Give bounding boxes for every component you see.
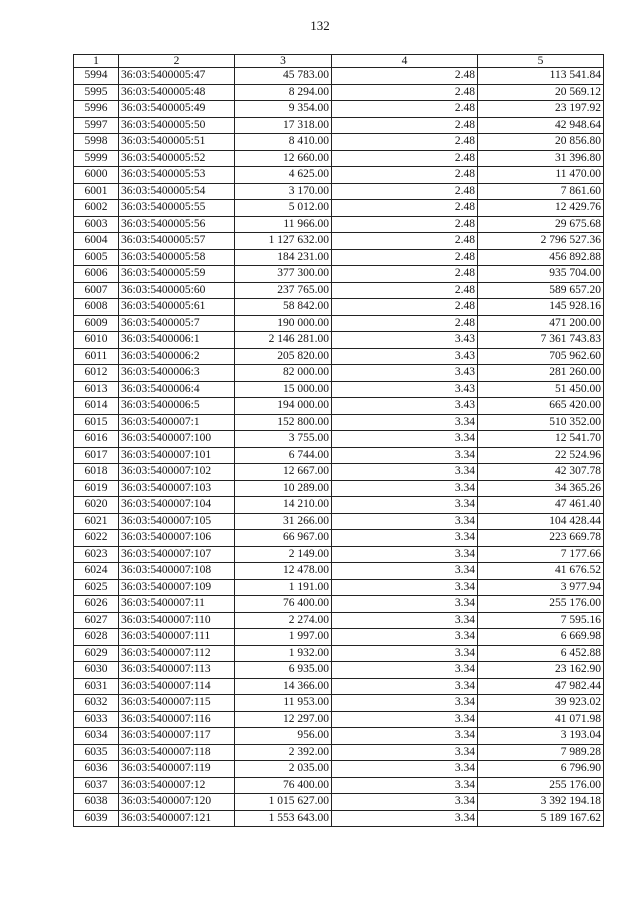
table-row	[74, 134, 604, 151]
coefficient-cell: 2.48	[332, 183, 478, 200]
cadastral-number-cell: 36:03:5400007:121	[119, 810, 235, 827]
value-cell: 377 300.00	[235, 266, 332, 283]
table-row	[74, 348, 604, 365]
data-table	[73, 54, 604, 827]
total-cell: 3 193.04	[478, 728, 604, 745]
value-cell: 12 660.00	[235, 150, 332, 167]
total-cell: 42 307.78	[478, 464, 604, 481]
value-cell: 14 210.00	[235, 497, 332, 514]
value-cell: 82 000.00	[235, 365, 332, 382]
total-cell: 935 704.00	[478, 266, 604, 283]
cadastral-number-cell: 36:03:5400007:100	[119, 431, 235, 448]
row-number-cell: 6005	[74, 249, 119, 266]
row-number-cell: 6036	[74, 761, 119, 778]
table-row	[74, 216, 604, 233]
row-number-cell: 6006	[74, 266, 119, 283]
value-cell: 956.00	[235, 728, 332, 745]
table-row	[74, 662, 604, 679]
cadastral-number-cell: 36:03:5400005:55	[119, 200, 235, 217]
cadastral-number-cell: 36:03:5400005:60	[119, 282, 235, 299]
table-row	[74, 365, 604, 382]
table-row	[74, 332, 604, 349]
row-number-cell: 5999	[74, 150, 119, 167]
table-row	[74, 266, 604, 283]
cadastral-number-cell: 36:03:5400005:59	[119, 266, 235, 283]
row-number-cell: 6012	[74, 365, 119, 382]
cadastral-number-cell: 36:03:5400005:51	[119, 134, 235, 151]
coefficient-cell: 3.34	[332, 530, 478, 547]
total-cell: 5 189 167.62	[478, 810, 604, 827]
value-cell: 66 967.00	[235, 530, 332, 547]
table-row	[74, 381, 604, 398]
value-cell: 1 191.00	[235, 579, 332, 596]
row-number-cell: 6007	[74, 282, 119, 299]
total-cell: 3 392 194.18	[478, 794, 604, 811]
row-number-cell: 6028	[74, 629, 119, 646]
total-cell: 2 796 527.36	[478, 233, 604, 250]
coefficient-cell: 3.34	[332, 431, 478, 448]
value-cell: 1 015 627.00	[235, 794, 332, 811]
total-cell: 12 429.76	[478, 200, 604, 217]
total-cell: 145 928.16	[478, 299, 604, 316]
row-number-cell: 6035	[74, 744, 119, 761]
cadastral-number-cell: 36:03:5400006:3	[119, 365, 235, 382]
header-row	[74, 55, 604, 68]
cadastral-number-cell: 36:03:5400007:119	[119, 761, 235, 778]
row-number-cell: 6021	[74, 513, 119, 530]
cadastral-number-cell: 36:03:5400007:117	[119, 728, 235, 745]
coefficient-cell: 2.48	[332, 299, 478, 316]
cadastral-number-cell: 36:03:5400005:56	[119, 216, 235, 233]
coefficient-cell: 3.34	[332, 596, 478, 613]
total-cell: 39 923.02	[478, 695, 604, 712]
column-header: 5	[478, 55, 604, 68]
row-number-cell: 6015	[74, 414, 119, 431]
value-cell: 190 000.00	[235, 315, 332, 332]
value-cell: 58 842.00	[235, 299, 332, 316]
coefficient-cell: 3.34	[332, 497, 478, 514]
table-row	[74, 398, 604, 415]
table-row	[74, 464, 604, 481]
table-row	[74, 167, 604, 184]
row-number-cell: 6013	[74, 381, 119, 398]
table-row	[74, 480, 604, 497]
row-number-cell: 6025	[74, 579, 119, 596]
total-cell: 705 962.60	[478, 348, 604, 365]
total-cell: 456 892.88	[478, 249, 604, 266]
coefficient-cell: 3.34	[332, 794, 478, 811]
value-cell: 14 366.00	[235, 678, 332, 695]
table-row	[74, 249, 604, 266]
table-body	[74, 68, 604, 827]
row-number-cell: 5996	[74, 101, 119, 118]
row-number-cell: 6009	[74, 315, 119, 332]
row-number-cell: 5997	[74, 117, 119, 134]
value-cell: 31 266.00	[235, 513, 332, 530]
cadastral-number-cell: 36:03:5400007:12	[119, 777, 235, 794]
coefficient-cell: 3.34	[332, 695, 478, 712]
coefficient-cell: 3.34	[332, 414, 478, 431]
total-cell: 47 461.40	[478, 497, 604, 514]
table-row	[74, 761, 604, 778]
cadastral-number-cell: 36:03:5400006:4	[119, 381, 235, 398]
table-row	[74, 101, 604, 118]
row-number-cell: 6038	[74, 794, 119, 811]
table-row	[74, 497, 604, 514]
coefficient-cell: 3.34	[332, 464, 478, 481]
row-number-cell: 6034	[74, 728, 119, 745]
cadastral-number-cell: 36:03:5400006:2	[119, 348, 235, 365]
table-row	[74, 546, 604, 563]
cadastral-number-cell: 36:03:5400007:116	[119, 711, 235, 728]
row-number-cell: 6030	[74, 662, 119, 679]
coefficient-cell: 2.48	[332, 200, 478, 217]
table-row	[74, 530, 604, 547]
cadastral-number-cell: 36:03:5400005:50	[119, 117, 235, 134]
total-cell: 20 569.12	[478, 84, 604, 101]
table-row	[74, 744, 604, 761]
total-cell: 12 541.70	[478, 431, 604, 448]
coefficient-cell: 2.48	[332, 216, 478, 233]
total-cell: 23 197.92	[478, 101, 604, 118]
coefficient-cell: 2.48	[332, 68, 478, 85]
value-cell: 2 035.00	[235, 761, 332, 778]
cadastral-number-cell: 36:03:5400005:58	[119, 249, 235, 266]
cadastral-number-cell: 36:03:5400007:118	[119, 744, 235, 761]
cadastral-number-cell: 36:03:5400007:107	[119, 546, 235, 563]
row-number-cell: 6004	[74, 233, 119, 250]
value-cell: 12 667.00	[235, 464, 332, 481]
cadastral-number-cell: 36:03:5400005:7	[119, 315, 235, 332]
value-cell: 194 000.00	[235, 398, 332, 415]
row-number-cell: 6002	[74, 200, 119, 217]
cadastral-number-cell: 36:03:5400007:109	[119, 579, 235, 596]
cadastral-number-cell: 36:03:5400005:61	[119, 299, 235, 316]
total-cell: 34 365.26	[478, 480, 604, 497]
cadastral-number-cell: 36:03:5400007:106	[119, 530, 235, 547]
value-cell: 6 935.00	[235, 662, 332, 679]
value-cell: 76 400.00	[235, 596, 332, 613]
row-number-cell: 5995	[74, 84, 119, 101]
row-number-cell: 6020	[74, 497, 119, 514]
total-cell: 223 669.78	[478, 530, 604, 547]
table-row	[74, 150, 604, 167]
cadastral-number-cell: 36:03:5400005:48	[119, 84, 235, 101]
value-cell: 8 294.00	[235, 84, 332, 101]
cadastral-number-cell: 36:03:5400007:11	[119, 596, 235, 613]
coefficient-cell: 3.34	[332, 480, 478, 497]
row-number-cell: 6016	[74, 431, 119, 448]
coefficient-cell: 2.48	[332, 84, 478, 101]
cadastral-number-cell: 36:03:5400005:49	[119, 101, 235, 118]
table-row	[74, 810, 604, 827]
cadastral-number-cell: 36:03:5400007:111	[119, 629, 235, 646]
cadastral-number-cell: 36:03:5400007:112	[119, 645, 235, 662]
column-header: 4	[332, 55, 478, 68]
coefficient-cell: 2.48	[332, 134, 478, 151]
total-cell: 20 856.80	[478, 134, 604, 151]
row-number-cell: 6029	[74, 645, 119, 662]
total-cell: 7 361 743.83	[478, 332, 604, 349]
row-number-cell: 6014	[74, 398, 119, 415]
coefficient-cell: 3.43	[332, 398, 478, 415]
coefficient-cell: 3.43	[332, 348, 478, 365]
cadastral-number-cell: 36:03:5400005:47	[119, 68, 235, 85]
total-cell: 6 796.90	[478, 761, 604, 778]
cadastral-number-cell: 36:03:5400007:120	[119, 794, 235, 811]
cadastral-number-cell: 36:03:5400007:104	[119, 497, 235, 514]
table-row	[74, 728, 604, 745]
cadastral-number-cell: 36:03:5400006:1	[119, 332, 235, 349]
value-cell: 1 553 643.00	[235, 810, 332, 827]
total-cell: 113 541.84	[478, 68, 604, 85]
coefficient-cell: 3.34	[332, 761, 478, 778]
table-row	[74, 579, 604, 596]
value-cell: 6 744.00	[235, 447, 332, 464]
total-cell: 41 071.98	[478, 711, 604, 728]
total-cell: 255 176.00	[478, 596, 604, 613]
value-cell: 17 318.00	[235, 117, 332, 134]
total-cell: 471 200.00	[478, 315, 604, 332]
table-row	[74, 282, 604, 299]
value-cell: 184 231.00	[235, 249, 332, 266]
row-number-cell: 6010	[74, 332, 119, 349]
total-cell: 31 396.80	[478, 150, 604, 167]
total-cell: 510 352.00	[478, 414, 604, 431]
value-cell: 15 000.00	[235, 381, 332, 398]
table-row	[74, 645, 604, 662]
table-row	[74, 414, 604, 431]
row-number-cell: 6001	[74, 183, 119, 200]
cadastral-number-cell: 36:03:5400007:110	[119, 612, 235, 629]
value-cell: 5 012.00	[235, 200, 332, 217]
total-cell: 6 669.98	[478, 629, 604, 646]
total-cell: 665 420.00	[478, 398, 604, 415]
coefficient-cell: 3.34	[332, 645, 478, 662]
value-cell: 1 997.00	[235, 629, 332, 646]
cadastral-number-cell: 36:03:5400007:105	[119, 513, 235, 530]
total-cell: 6 452.88	[478, 645, 604, 662]
value-cell: 9 354.00	[235, 101, 332, 118]
value-cell: 152 800.00	[235, 414, 332, 431]
table-row	[74, 596, 604, 613]
row-number-cell: 6027	[74, 612, 119, 629]
table-row	[74, 695, 604, 712]
total-cell: 7 177.66	[478, 546, 604, 563]
value-cell: 11 966.00	[235, 216, 332, 233]
value-cell: 2 149.00	[235, 546, 332, 563]
row-number-cell: 6003	[74, 216, 119, 233]
column-header: 1	[74, 55, 119, 68]
value-cell: 45 783.00	[235, 68, 332, 85]
table-row	[74, 711, 604, 728]
table-row	[74, 447, 604, 464]
coefficient-cell: 2.48	[332, 167, 478, 184]
value-cell: 205 820.00	[235, 348, 332, 365]
row-number-cell: 6017	[74, 447, 119, 464]
value-cell: 12 297.00	[235, 711, 332, 728]
table-row	[74, 84, 604, 101]
total-cell: 41 676.52	[478, 563, 604, 580]
value-cell: 3 170.00	[235, 183, 332, 200]
cadastral-number-cell: 36:03:5400006:5	[119, 398, 235, 415]
row-number-cell: 6024	[74, 563, 119, 580]
total-cell: 22 524.96	[478, 447, 604, 464]
coefficient-cell: 2.48	[332, 315, 478, 332]
table-row	[74, 794, 604, 811]
total-cell: 23 162.90	[478, 662, 604, 679]
table-row	[74, 68, 604, 85]
total-cell: 7 861.60	[478, 183, 604, 200]
total-cell: 589 657.20	[478, 282, 604, 299]
coefficient-cell: 2.48	[332, 101, 478, 118]
table-row	[74, 563, 604, 580]
column-header: 2	[119, 55, 235, 68]
row-number-cell: 6018	[74, 464, 119, 481]
coefficient-cell: 3.34	[332, 662, 478, 679]
row-number-cell: 6039	[74, 810, 119, 827]
coefficient-cell: 2.48	[332, 249, 478, 266]
row-number-cell: 6008	[74, 299, 119, 316]
table-row	[74, 777, 604, 794]
coefficient-cell: 2.48	[332, 150, 478, 167]
value-cell: 2 274.00	[235, 612, 332, 629]
cadastral-number-cell: 36:03:5400007:108	[119, 563, 235, 580]
cadastral-number-cell: 36:03:5400007:114	[119, 678, 235, 695]
page-number: 132	[310, 18, 330, 33]
row-number-cell: 5994	[74, 68, 119, 85]
cadastral-number-cell: 36:03:5400007:103	[119, 480, 235, 497]
coefficient-cell: 3.34	[332, 744, 478, 761]
total-cell: 47 982.44	[478, 678, 604, 695]
coefficient-cell: 3.34	[332, 728, 478, 745]
value-cell: 11 953.00	[235, 695, 332, 712]
value-cell: 1 127 632.00	[235, 233, 332, 250]
coefficient-cell: 3.34	[332, 629, 478, 646]
row-number-cell: 6031	[74, 678, 119, 695]
total-cell: 7 989.28	[478, 744, 604, 761]
coefficient-cell: 3.34	[332, 777, 478, 794]
table-row	[74, 612, 604, 629]
total-cell: 29 675.68	[478, 216, 604, 233]
coefficient-cell: 3.43	[332, 365, 478, 382]
coefficient-cell: 3.34	[332, 447, 478, 464]
cadastral-number-cell: 36:03:5400007:1	[119, 414, 235, 431]
table-row	[74, 629, 604, 646]
table-row	[74, 431, 604, 448]
total-cell: 11 470.00	[478, 167, 604, 184]
value-cell: 10 289.00	[235, 480, 332, 497]
coefficient-cell: 3.43	[332, 332, 478, 349]
row-number-cell: 6026	[74, 596, 119, 613]
coefficient-cell: 2.48	[332, 266, 478, 283]
row-number-cell: 6000	[74, 167, 119, 184]
value-cell: 76 400.00	[235, 777, 332, 794]
cadastral-number-cell: 36:03:5400005:52	[119, 150, 235, 167]
total-cell: 3 977.94	[478, 579, 604, 596]
table-row	[74, 183, 604, 200]
value-cell: 237 765.00	[235, 282, 332, 299]
value-cell: 12 478.00	[235, 563, 332, 580]
coefficient-cell: 3.34	[332, 579, 478, 596]
table-row	[74, 299, 604, 316]
row-number-cell: 6033	[74, 711, 119, 728]
total-cell: 7 595.16	[478, 612, 604, 629]
table-row	[74, 200, 604, 217]
coefficient-cell: 3.34	[332, 678, 478, 695]
row-number-cell: 5998	[74, 134, 119, 151]
row-number-cell: 6022	[74, 530, 119, 547]
table-row	[74, 117, 604, 134]
total-cell: 255 176.00	[478, 777, 604, 794]
cadastral-number-cell: 36:03:5400007:115	[119, 695, 235, 712]
column-header: 3	[235, 55, 332, 68]
value-cell: 2 146 281.00	[235, 332, 332, 349]
cadastral-number-cell: 36:03:5400005:53	[119, 167, 235, 184]
coefficient-cell: 2.48	[332, 282, 478, 299]
coefficient-cell: 2.48	[332, 233, 478, 250]
coefficient-cell: 3.34	[332, 546, 478, 563]
coefficient-cell: 3.34	[332, 513, 478, 530]
coefficient-cell: 3.34	[332, 810, 478, 827]
value-cell: 1 932.00	[235, 645, 332, 662]
table-row	[74, 513, 604, 530]
value-cell: 4 625.00	[235, 167, 332, 184]
cadastral-number-cell: 36:03:5400005:57	[119, 233, 235, 250]
total-cell: 51 450.00	[478, 381, 604, 398]
row-number-cell: 6011	[74, 348, 119, 365]
coefficient-cell: 3.34	[332, 711, 478, 728]
table-row	[74, 233, 604, 250]
value-cell: 3 755.00	[235, 431, 332, 448]
coefficient-cell: 3.34	[332, 563, 478, 580]
cadastral-number-cell: 36:03:5400007:113	[119, 662, 235, 679]
total-cell: 281 260.00	[478, 365, 604, 382]
cadastral-number-cell: 36:03:5400005:54	[119, 183, 235, 200]
row-number-cell: 6037	[74, 777, 119, 794]
row-number-cell: 6032	[74, 695, 119, 712]
value-cell: 8 410.00	[235, 134, 332, 151]
cadastral-number-cell: 36:03:5400007:102	[119, 464, 235, 481]
table-row	[74, 315, 604, 332]
total-cell: 42 948.64	[478, 117, 604, 134]
value-cell: 2 392.00	[235, 744, 332, 761]
total-cell: 104 428.44	[478, 513, 604, 530]
table-row	[74, 678, 604, 695]
coefficient-cell: 3.34	[332, 612, 478, 629]
coefficient-cell: 2.48	[332, 117, 478, 134]
cadastral-number-cell: 36:03:5400007:101	[119, 447, 235, 464]
row-number-cell: 6023	[74, 546, 119, 563]
row-number-cell: 6019	[74, 480, 119, 497]
coefficient-cell: 3.43	[332, 381, 478, 398]
